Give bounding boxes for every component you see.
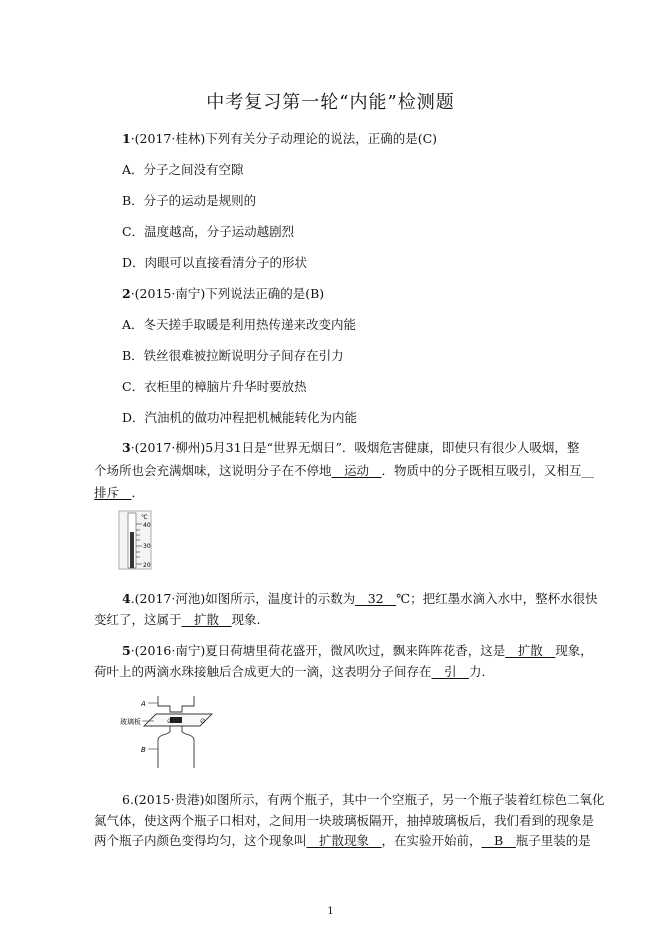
question-3-text-2b: ．物质中的分子既相互吸引，又相互 [381, 463, 582, 478]
plate-mark-left: ∅ [167, 718, 173, 725]
page-title: 中考复习第一轮“内能”检测题 [206, 92, 455, 113]
bottle-a [158, 696, 194, 712]
question-2-option-d: D．汽油机的做功冲程把机械能转化为内能 [122, 410, 358, 425]
question-2-number: 2 [122, 286, 131, 301]
question-3-answer-2: 排斥__ [94, 485, 132, 500]
question-4-text-2b: 现象. [231, 612, 261, 627]
bottles-figure [120, 694, 230, 770]
glass-plate-label: 玻璃板 [120, 718, 141, 726]
question-5-number: 5 [122, 643, 131, 658]
question-6-text-3a: 两个瓶子内颜色变得均匀，这个现象叫 [94, 833, 307, 848]
question-1-option-b: B．分子的运动是规则的 [122, 193, 257, 208]
question-1-number: 1 [122, 131, 131, 146]
bottle-a-label: A [141, 700, 146, 708]
question-4-line-2 [94, 612, 261, 628]
question-4-answer-1: __32__ [355, 591, 397, 606]
question-6-line-2: 氮气体，使这两个瓶子口相对，之间用一块玻璃板隔开，抽掉玻璃板后，我们看到的现象是 [94, 813, 595, 828]
plate-mark-right: ∅ [200, 718, 206, 725]
question-5-text-1b: 现象， [555, 643, 593, 658]
question-5-answer-2: __引__ [431, 664, 470, 679]
question-6-text-3c: 瓶子里装的是 [515, 833, 591, 848]
question-4-number: 4 [122, 591, 131, 606]
thermometer-label-40: 40 [143, 522, 151, 529]
question-2-option-a: A．冬天搓手取暖是利用热传递来改变内能 [122, 317, 357, 332]
question-1-stem [122, 131, 437, 147]
question-3-line-3 [94, 485, 144, 501]
question-1-option-a: A．分子之间没有空隙 [122, 162, 244, 177]
bottle-b [158, 726, 194, 768]
thermometer-unit: ℃ [141, 514, 148, 521]
question-5-text-2b: 力． [469, 664, 495, 679]
question-5-line-2 [94, 664, 494, 680]
question-3-answer-1: __运动__ [331, 463, 382, 478]
question-3-line-2 [94, 463, 594, 479]
question-5-text-2a: 荷叶上的两滴水珠接触后合成更大的一滴，这表明分子间存在 [94, 664, 432, 679]
question-4-text-1b: ℃；把红墨水滴入水中，整杯水很快 [396, 591, 598, 606]
question-3-answer-2-blank: __ [581, 463, 595, 478]
question-6-line-1: 6.(2015·贵港)如图所示，有两个瓶子，其中一个空瓶子，另一个瓶子装着红棕色二氧化 [122, 792, 605, 807]
page-number: 1 [327, 906, 334, 917]
thermometer-label-20: 20 [143, 562, 151, 569]
question-1-option-d: D．肉眼可以直接看清分子的形状 [122, 255, 308, 270]
question-3-line-1 [122, 440, 579, 456]
question-1-text: ·(2017·桂林)下列有关分子动理论的说法，正确的是(C) [130, 131, 438, 146]
question-4-text-2a: 变红了，这属于 [94, 612, 182, 627]
question-6-text-3b: ，在实验开始前， [381, 833, 482, 848]
question-3-number: 3 [122, 440, 131, 455]
bottle-b-label: B [141, 746, 146, 754]
thermometer-figure [118, 510, 158, 572]
question-4-text-1a: .(2017·河池)如图所示，温度计的示数为 [130, 591, 356, 606]
question-5-text-1a: ·(2016·南宁)夏日荷塘里荷花盛开，微风吹过，飘来阵阵花香，这是 [130, 643, 506, 658]
question-6-answer-2: __B__ [481, 833, 516, 848]
thermometer-label-30: 30 [143, 543, 151, 550]
question-2-stem [122, 286, 324, 302]
question-6-answer-1: __扩散现象__ [306, 833, 382, 848]
question-5-answer-1: __扩散__ [505, 643, 556, 658]
question-3-end: ． [131, 485, 145, 500]
question-6-line-3 [94, 833, 591, 849]
question-4-answer-2: __扩散__ [181, 612, 232, 627]
question-3-text-2a: 个场所也会充满烟味，这说明分子在不停地 [94, 463, 332, 478]
question-1-option-c: C．温度越高，分子运动越剧烈 [122, 224, 295, 239]
question-3-text-1: ·(2017·柳州)5月31日是“世界无烟日”．吸烟危害健康，即使只有很少人吸烟，整 [130, 440, 580, 455]
question-2-option-c: C．衣柜里的樟脑片升华时要放热 [122, 379, 307, 394]
thermometer-liquid [130, 532, 134, 568]
question-5-line-1 [122, 643, 593, 659]
question-4-line-1 [122, 591, 598, 607]
question-2-option-b: B．铁丝很难被拉断说明分子间存在引力 [122, 348, 344, 363]
question-2-text: ·(2015·南宁)下列说法正确的是(B) [130, 286, 325, 301]
